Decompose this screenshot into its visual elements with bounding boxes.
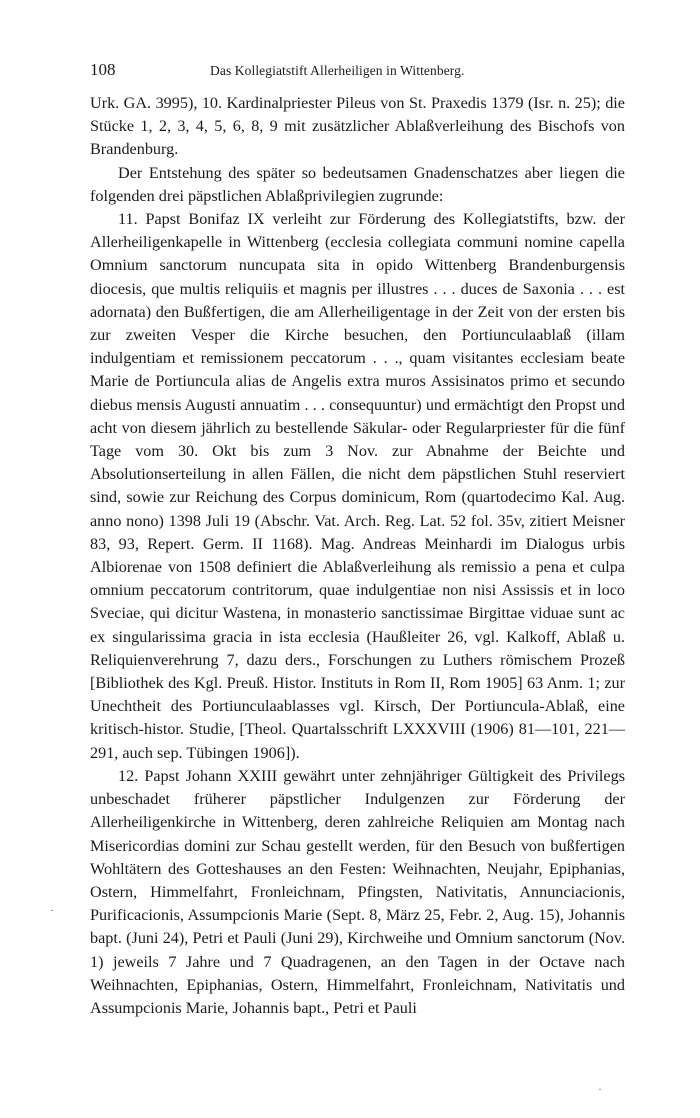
paragraph-item-12: 12. Papst Johann XXIII gewährt unter zehnjähriger Gültigkeit des Privilegs unbeschadet früherer päpstlicher Indulgenzen zur Förderung der Allerheiligenkirche in Wittenberg, deren zahlreiche Reliquien am Montag nach Misericordias domini zur Schau gestellt werden, für den Besuch von bußfertigen Wohltätern des Gotteshauses an den Festen: Weihnachten, Neujahr, Epiphanias, Ostern, Himmelfahrt, Fronleichnam, Pfingsten, Nativitatis, Annunciacionis, Purificacionis, Assumpcionis Marie (Sept. 8, März 25, Febr. 2, Aug. 15), Johannis bapt. (Juni 24), Petri et Pauli (Juni 29), Kirchweihe und Omnium sanctorum (Nov. 1) jeweils 7 Jahre und 7 Quadragenen, an den Tagen in der Octave nach Weihnachten, Epiphanias, Ostern, Himmelfahrt, Fronleichnam, Nativitatis und Assumpcionis Marie, Johannis bapt., Petri et Pauli: [90, 766, 625, 1017]
paragraph-item-11: 11. Papst Bonifaz IX verleiht zur Förderung des Kollegiatstifts, bzw. der Allerheiligenkapelle in Wittenberg (ecclesia collegiata communi nomine capella Omnium sanctorum nuncupata sita in opido Wittenberg Brandenburgensis diocesis, que multis reliquiis et magnis per illustres . . . duces de Saxonia . . . est adornata) den Bußfertigen, die am Allerheiligentage in der Zeit von der ersten bis zur zweiten Vesper die Kirche besuchen, den Portiunculaablaß (illam indulgentiam et remissionem peccatorum . . ., quam visitantes ecclesiam beate Marie de Portiuncula alias de Angelis extra muros Assisinatos primo et secundo diebus mensis Augusti annuatim . . . consequuntur) und ermächtigt den Propst und acht von diesem jährlich zu bestellende Säkular- oder Regularpriester für die fünf Tage vom 30. Okt bis zum 3 Nov. zur Abnahme der Beichte und Absolutionserteilung in allen Fällen, die nicht dem päpstlichen Stuhl reserviert sind, sowie zur Reichung des Corpus dominicum, Rom (quartodecimo Kal. Aug. anno nono) 1398 Juli 19 (Abschr. Vat. Arch. Reg. Lat. 52 fol. 35v, zitiert Meisner 83, 93, Repert. Germ. II 1168). Mag. Andreas Meinhardi im Dialogus urbis Albiorenae von 1508 definiert die Ablaßverleihung als remissio a pena et culpa omnium peccatorum contritorum, quae indulgentiae non nisi Assissis et in loco Sveciae, qui dicitur Wastena, in monasterio sanctissimae Birgittae viduae sunt ac ex singularissima gracia in ista ecclesia (Haußleiter 26, vgl. Kalkoff, Ablaß u. Reliquienverehrung 7, dazu ders., Forschungen zu Luthers römischem Prozeß [Bibliothek des Kgl. Preuß. Histor. Instituts in Rom II, Rom 1905] 63 Anm. 1; zur Unechtheit des Portiunculaablasses vgl. Kirsch, Der Portiuncula-Ablaß, eine kritisch-histor. Studie, [Theol. Quartalsschrift LXXXVIII (1906) 81—101, 221—291, auch sep. Tübingen 1906]).: [90, 210, 625, 762]
margin-dot: ·: [50, 903, 54, 917]
paragraph-intro: Der Entstehung des später so bedeutsamen Gnadenschatzes aber liegen die folgenden drei päpstlichen Ablaßprivilegien zugrunde:: [90, 163, 625, 205]
bottom-dot: ·: [598, 1082, 602, 1096]
running-title: Das Kollegiatstift Allerheiligen in Wittenberg.: [210, 63, 465, 78]
book-page: [90, 60, 625, 1020]
page-header: [90, 60, 625, 92]
page-number: 108: [90, 60, 116, 79]
body-text: [90, 92, 625, 1020]
paragraph-continuation: Urk. GA. 3995), 10. Kardinalpriester Pileus von St. Praxedis 1379 (Isr. n. 25); die Stücke 1, 2, 3, 4, 5, 6, 8, 9 mit zusätzlicher Ablaßverleihung des Bischofs von Brandenburg.: [90, 94, 625, 159]
